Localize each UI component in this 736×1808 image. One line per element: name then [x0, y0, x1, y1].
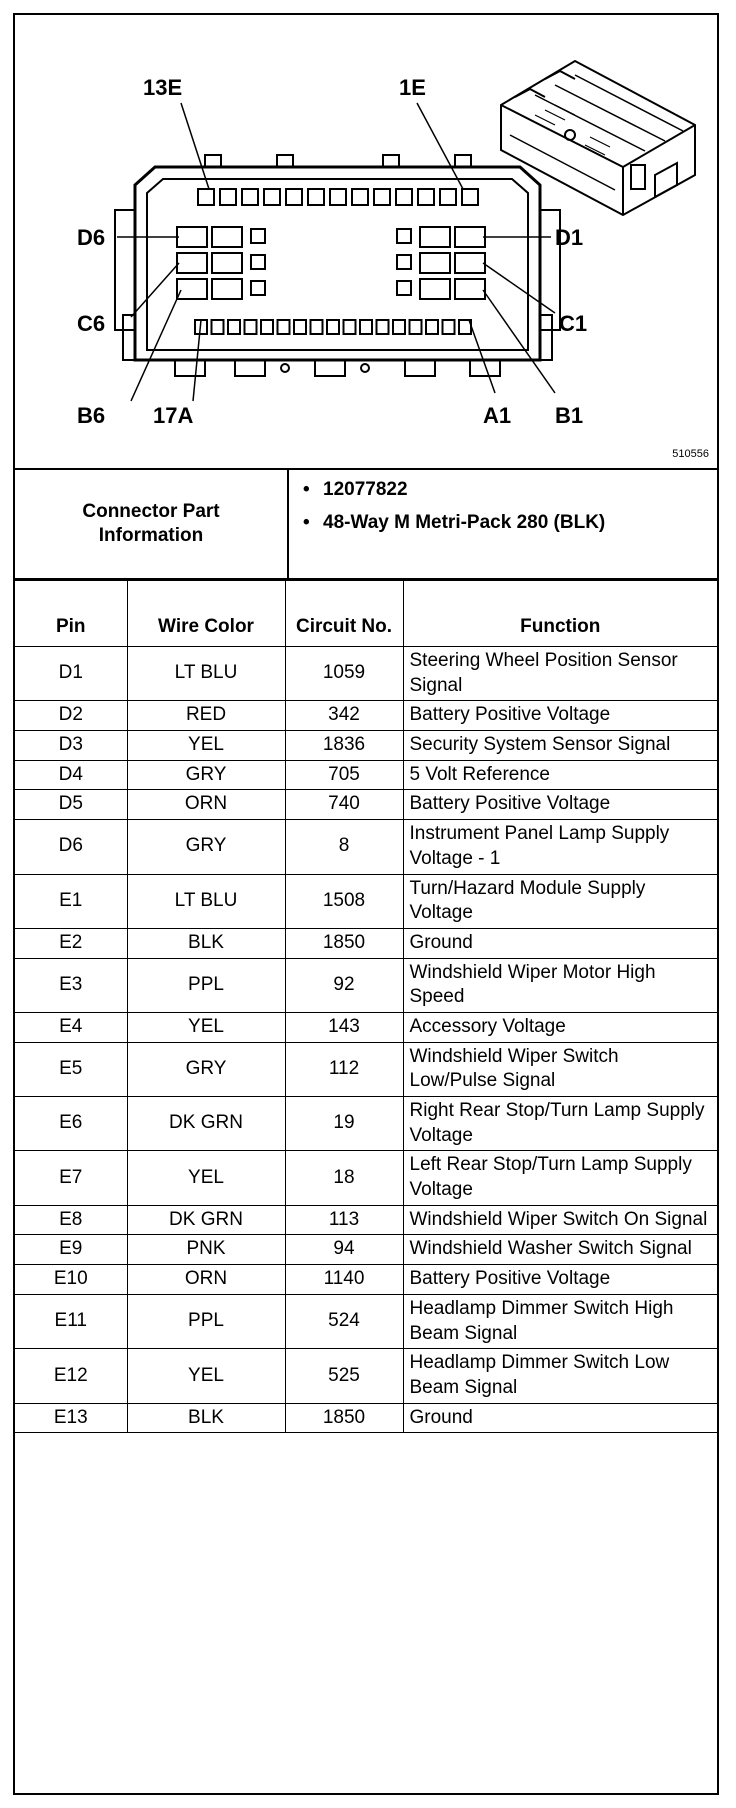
cell-wire-color: YEL: [127, 1012, 285, 1042]
table-row: [15, 1403, 717, 1433]
cavity-a: [228, 320, 240, 334]
label-c1: C1: [559, 311, 588, 336]
connector-part-information: [15, 470, 717, 580]
table-row: [15, 1235, 717, 1265]
cavity-a: [261, 320, 273, 334]
header-function: Function: [403, 581, 717, 647]
cell-wire-color: LT BLU: [127, 874, 285, 928]
cell-wire-color: BLK: [127, 1403, 285, 1433]
connector-sheet: [13, 13, 719, 1795]
cell-function: 5 Volt Reference: [403, 760, 717, 790]
table-row: [15, 1097, 717, 1151]
cell-pin: E9: [15, 1235, 127, 1265]
cell-pin: E8: [15, 1205, 127, 1235]
cell-wire-color: ORN: [127, 790, 285, 820]
cell-wire-color: ORN: [127, 1265, 285, 1295]
cell-circuit-no: 1059: [285, 647, 403, 701]
cavity-e: [374, 189, 390, 205]
cavity-e: [308, 189, 324, 205]
cell-pin: E11: [15, 1294, 127, 1348]
table-row: [15, 731, 717, 761]
table-row: [15, 874, 717, 928]
connector-info-description: • 48-Way M Metri-Pack 280 (BLK): [303, 511, 605, 536]
table-header-row: [15, 581, 717, 647]
cell-function: Battery Positive Voltage: [403, 790, 717, 820]
cell-wire-color: PPL: [127, 958, 285, 1012]
cell-pin: E6: [15, 1097, 127, 1151]
table-row: [15, 1265, 717, 1295]
cell-function: Battery Positive Voltage: [403, 1265, 717, 1295]
table-row: [15, 1151, 717, 1205]
table-row: [15, 1349, 717, 1403]
label-b6: B6: [77, 403, 106, 428]
table-row: [15, 1294, 717, 1348]
label-d1: D1: [555, 225, 584, 250]
cell-circuit-no: 1850: [285, 928, 403, 958]
table-row: [15, 1012, 717, 1042]
cell-function: Accessory Voltage: [403, 1012, 717, 1042]
cell-pin: E12: [15, 1349, 127, 1403]
cell-function: Headlamp Dimmer Switch Low Beam Signal: [403, 1349, 717, 1403]
cell-wire-color: PNK: [127, 1235, 285, 1265]
figure-number: 510556: [672, 448, 709, 460]
table-row: [15, 928, 717, 958]
pin-table: [15, 580, 717, 1433]
cavity-e: [418, 189, 434, 205]
cell-function: Left Rear Stop/Turn Lamp Supply Voltage: [403, 1151, 717, 1205]
cell-wire-color: GRY: [127, 820, 285, 874]
cavity-a: [245, 320, 257, 334]
cell-circuit-no: 524: [285, 1294, 403, 1348]
cavity-a: [212, 320, 224, 334]
cell-circuit-no: 1140: [285, 1265, 403, 1295]
cell-wire-color: YEL: [127, 1349, 285, 1403]
cell-circuit-no: 94: [285, 1235, 403, 1265]
cell-pin: D3: [15, 731, 127, 761]
connector-info-part-number: • 12077822: [303, 478, 605, 503]
cavity-e: [286, 189, 302, 205]
header-wire-color: Wire Color: [127, 581, 285, 647]
cavity-a: [426, 320, 438, 334]
cell-circuit-no: 1836: [285, 731, 403, 761]
cavity-a: [278, 320, 290, 334]
cell-circuit-no: 342: [285, 701, 403, 731]
cell-function: Windshield Washer Switch Signal: [403, 1235, 717, 1265]
cell-wire-color: GRY: [127, 760, 285, 790]
cell-circuit-no: 1508: [285, 874, 403, 928]
cavity-a: [311, 320, 323, 334]
cell-wire-color: YEL: [127, 731, 285, 761]
cell-function: Windshield Wiper Switch Low/Pulse Signal: [403, 1042, 717, 1096]
cell-pin: E13: [15, 1403, 127, 1433]
cell-wire-color: PPL: [127, 1294, 285, 1348]
table-row: [15, 1042, 717, 1096]
connector-diagram: [15, 15, 717, 470]
cell-circuit-no: 1850: [285, 1403, 403, 1433]
cell-pin: E4: [15, 1012, 127, 1042]
connector-perspective-sketch: [501, 61, 695, 215]
cavity-e: [462, 189, 478, 205]
table-row: [15, 820, 717, 874]
cavity-a: [393, 320, 405, 334]
cell-function: Windshield Wiper Motor High Speed: [403, 958, 717, 1012]
cavity-a: [327, 320, 339, 334]
cell-circuit-no: 143: [285, 1012, 403, 1042]
table-row: [15, 647, 717, 701]
cell-circuit-no: 8: [285, 820, 403, 874]
label-c6: C6: [77, 311, 106, 336]
cell-wire-color: RED: [127, 701, 285, 731]
cell-circuit-no: 705: [285, 760, 403, 790]
label-13e: 13E: [143, 75, 183, 100]
connector-info-header: Connector Part Information: [15, 470, 289, 578]
table-row: [15, 1205, 717, 1235]
cavity-e: [440, 189, 456, 205]
cavity-e: [396, 189, 412, 205]
cell-pin: D4: [15, 760, 127, 790]
cavity-e: [264, 189, 280, 205]
cell-function: Ground: [403, 928, 717, 958]
cell-function: Right Rear Stop/Turn Lamp Supply Voltage: [403, 1097, 717, 1151]
table-row: [15, 958, 717, 1012]
cell-circuit-no: 113: [285, 1205, 403, 1235]
cell-circuit-no: 740: [285, 790, 403, 820]
cavity-a: [294, 320, 306, 334]
cell-function: Ground: [403, 1403, 717, 1433]
table-row: [15, 760, 717, 790]
cell-pin: D5: [15, 790, 127, 820]
cavity-a: [360, 320, 372, 334]
label-d6: D6: [77, 225, 106, 250]
cell-pin: E7: [15, 1151, 127, 1205]
header-circuit-no: Circuit No.: [285, 581, 403, 647]
cell-pin: D6: [15, 820, 127, 874]
cell-function: Steering Wheel Position Sensor Signal: [403, 647, 717, 701]
cavity-e: [242, 189, 258, 205]
table-row: [15, 701, 717, 731]
cavity-a: [443, 320, 455, 334]
cell-circuit-no: 112: [285, 1042, 403, 1096]
connector-info-list: [289, 470, 605, 543]
cell-pin: E10: [15, 1265, 127, 1295]
cell-circuit-no: 18: [285, 1151, 403, 1205]
label-17a: 17A: [153, 403, 194, 428]
cavity-e: [198, 189, 214, 205]
label-a1: A1: [483, 403, 512, 428]
cell-wire-color: BLK: [127, 928, 285, 958]
cell-wire-color: LT BLU: [127, 647, 285, 701]
cell-pin: D2: [15, 701, 127, 731]
cell-wire-color: GRY: [127, 1042, 285, 1096]
cavity-e: [352, 189, 368, 205]
cell-function: Security System Sensor Signal: [403, 731, 717, 761]
label-b1: B1: [555, 403, 584, 428]
cavity-e: [220, 189, 236, 205]
cavity-e: [330, 189, 346, 205]
cell-function: Turn/Hazard Module Supply Voltage: [403, 874, 717, 928]
cell-function: Battery Positive Voltage: [403, 701, 717, 731]
cell-wire-color: YEL: [127, 1151, 285, 1205]
cell-function: Instrument Panel Lamp Supply Voltage - 1: [403, 820, 717, 874]
cavity-a: [410, 320, 422, 334]
cell-function: Headlamp Dimmer Switch High Beam Signal: [403, 1294, 717, 1348]
cell-pin: D1: [15, 647, 127, 701]
cell-pin: E2: [15, 928, 127, 958]
cell-pin: E5: [15, 1042, 127, 1096]
cavity-a: [344, 320, 356, 334]
cell-wire-color: DK GRN: [127, 1097, 285, 1151]
cell-circuit-no: 19: [285, 1097, 403, 1151]
cell-pin: E1: [15, 874, 127, 928]
cell-circuit-no: 525: [285, 1349, 403, 1403]
cavity-a: [377, 320, 389, 334]
cell-wire-color: DK GRN: [127, 1205, 285, 1235]
connector-face-drawing: [15, 15, 717, 468]
cell-circuit-no: 92: [285, 958, 403, 1012]
table-row: [15, 790, 717, 820]
header-pin: Pin: [15, 581, 127, 647]
cell-function: Windshield Wiper Switch On Signal: [403, 1205, 717, 1235]
label-1e: 1E: [399, 75, 426, 100]
cell-pin: E3: [15, 958, 127, 1012]
